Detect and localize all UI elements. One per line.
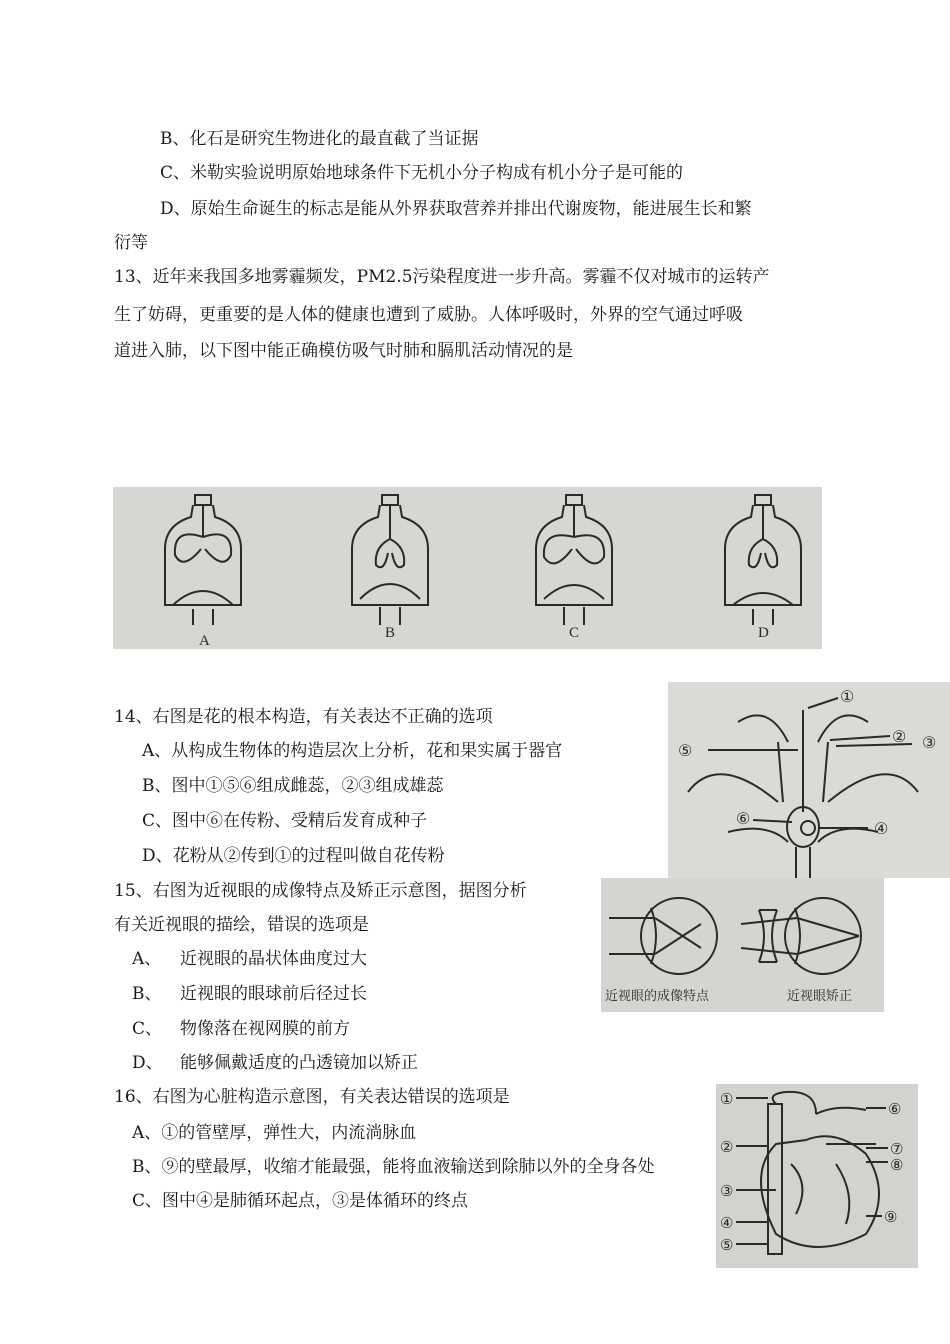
heart-label-8: ⑧ — [890, 1156, 904, 1174]
q13-stem-line-3: 道进入肺，以下图中能正确模仿吸气时肺和膈肌活动情况的是 — [114, 341, 573, 361]
bell-jar-d — [725, 495, 801, 625]
bell-jar-c — [536, 495, 612, 625]
bell-jar-diagrams — [113, 487, 822, 649]
flower-label-4: ④ — [874, 819, 889, 838]
q16-stem: 16、右图为心脏构造示意图，有关表达错误的选项是 — [114, 1087, 510, 1107]
q15-option-a: A、 近视眼的晶状体曲度过大 — [132, 949, 367, 969]
bell-jar-b — [352, 495, 428, 625]
flower-label-1: ① — [840, 687, 855, 706]
q15-stem-line-2: 有关近视眼的描绘，错误的选项是 — [114, 915, 369, 935]
q12-option-d-continued: 衍等 — [114, 233, 148, 253]
q13-stem-line-2: 生了妨碍，更重要的是人体的健康也遭到了威胁。人体呼吸时，外界的空气通过呼吸 — [114, 305, 743, 325]
q14-option-d: D、花粉从②传到①的过程叫做自花传粉 — [142, 846, 445, 866]
flower-label-6: ⑥ — [736, 809, 751, 828]
q16-option-c: C、图中④是肺循环起点，③是体循环的终点 — [132, 1191, 469, 1211]
heart-diagram — [716, 1084, 918, 1268]
flower-label-2: ② — [892, 727, 907, 746]
q14-flower-figure — [668, 682, 950, 878]
figure-label-b: B — [385, 625, 396, 641]
q14-stem: 14、右图是花的根本构造，有关表达不正确的选项 — [114, 707, 493, 727]
q15-option-d: D、 能够佩戴适度的凸透镜加以矫正 — [132, 1053, 418, 1073]
bell-jar-a — [165, 495, 241, 625]
figure-label-c: C — [569, 625, 580, 641]
q15-option-b: B、 近视眼的眼球前后径过长 — [132, 984, 367, 1004]
heart-label-7: ⑦ — [890, 1140, 904, 1158]
flower-diagram — [668, 682, 950, 878]
q16-option-b: B、⑨的壁最厚，收缩才能最强，能将血液输送到除肺以外的全身各处 — [132, 1157, 655, 1177]
q16-option-a: A、①的管壁厚，弹性大，内流淌脉血 — [132, 1123, 417, 1143]
heart-label-1: ① — [720, 1090, 734, 1108]
figure-label-a: A — [199, 633, 210, 649]
heart-label-5: ⑤ — [720, 1236, 734, 1254]
q15-myopia-figure — [601, 878, 884, 1012]
heart-label-2: ② — [720, 1138, 734, 1156]
q15-option-c: C、 物像落在视网膜的前方 — [132, 1019, 350, 1039]
caption-myopia-correction: 近视眼矫正 — [787, 989, 853, 1004]
myopia-diagram — [601, 878, 884, 1012]
q12-option-b: B、化石是研究生物进化的最直截了当证据 — [160, 129, 479, 149]
heart-label-9: ⑨ — [884, 1208, 898, 1226]
flower-label-5: ⑤ — [678, 741, 693, 760]
q13-lung-model-figure — [113, 487, 822, 649]
q14-option-a: A、从构成生物体的构造层次上分析，花和果实属于器官 — [142, 741, 563, 761]
q14-option-b: B、图中①⑤⑥组成雌蕊，②③组成雄蕊 — [142, 776, 444, 796]
flower-label-3: ③ — [922, 733, 937, 752]
q14-option-c: C、图中⑥在传粉、受精后发育成种子 — [142, 811, 428, 831]
heart-label-4: ④ — [720, 1214, 734, 1232]
q12-option-c: C、米勒实验说明原始地球条件下无机小分子构成有机小分子是可能的 — [160, 163, 684, 183]
caption-myopia-imaging: 近视眼的成像特点 — [605, 989, 710, 1004]
q15-stem-line-1: 15、右图为近视眼的成像特点及矫正示意图，据图分析 — [114, 881, 527, 901]
q13-stem-line-1: 13、近年来我国多地雾霾频发，PM2.5污染程度进一步升高。雾霾不仅对城市的运转产 — [114, 267, 770, 287]
q12-option-d: D、原始生命诞生的标志是能从外界获取营养并排出代谢废物，能进展生长和繁 — [160, 199, 752, 219]
heart-label-6: ⑥ — [888, 1100, 902, 1118]
q16-heart-figure — [716, 1084, 918, 1268]
heart-label-3: ③ — [720, 1182, 734, 1200]
figure-label-d: D — [758, 625, 769, 641]
